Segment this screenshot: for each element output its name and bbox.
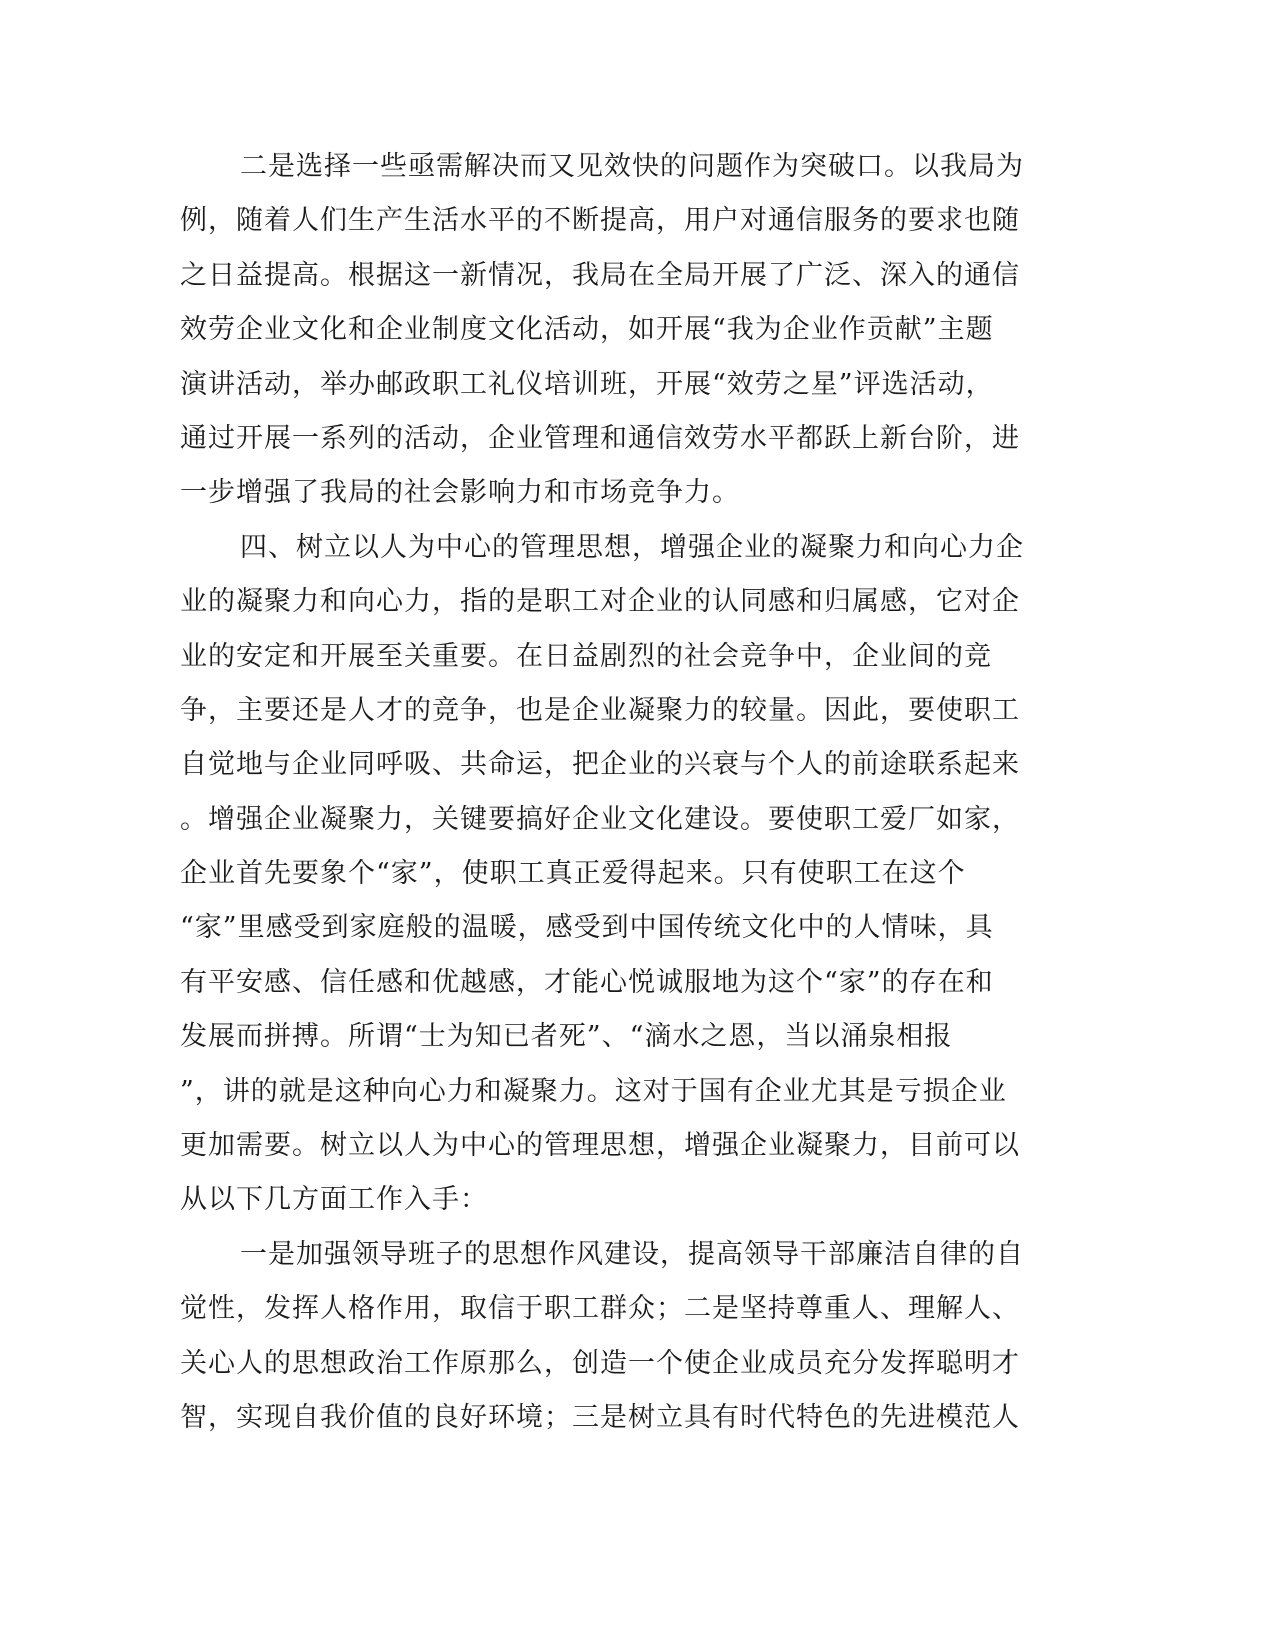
text-line: ”，讲的就是这种向心力和凝聚力。这对于国有企业尤其是亏损企业 (180, 1075, 1007, 1107)
text-line: 通过开展一系列的活动，企业管理和通信效劳水平都跃上新台阶，进 (180, 422, 1020, 454)
text-line: 演讲活动，举办邮政职工礼仪培训班，开展“效劳之星”评选活动， (180, 368, 994, 400)
text-line: 之日益提高。根据这一新情况，我局在全局开展了广泛、深入的通信 (180, 259, 1020, 291)
text-line: 智，实现自我价值的良好环境；三是树立具有时代特色的先进模范人 (180, 1401, 1020, 1433)
text-line: 觉性，发挥人格作用，取信于职工群众；二是坚持尊重人、理解人、 (180, 1293, 1020, 1325)
text-line: 关心人的思想政治工作原那么，创造一个使企业成员充分发挥聪明才 (180, 1347, 1020, 1379)
paragraph-3 (180, 1228, 1045, 1446)
text-line: 有平安感、信任感和优越感，才能心悦诚服地为这个“家”的存在和 (180, 966, 994, 998)
paragraph-1 (180, 140, 1045, 521)
text-line: 效劳企业文化和企业制度文化活动，如开展“我为企业作贡献”主题 (180, 314, 994, 346)
text-line: 一是加强领导班子的思想作风建设，提高领导干部廉洁自律的自 (240, 1238, 1024, 1270)
text-line: 自觉地与企业同呼吸、共命运，把企业的兴衰与个人的前途联系起来 (180, 749, 1020, 781)
text-line: 一步增强了我局的社会影响力和市场竞争力。 (180, 477, 740, 509)
text-line: 争，主要还是人才的竞争，也是企业凝聚力的较量。因此，要使职工 (180, 694, 1020, 726)
text-line: 。增强企业凝聚力，关键要搞好企业文化建设。要使职工爱厂如家， (180, 803, 1020, 835)
text-line: 企业首先要象个“家”，使职工真正爱得起来。只有使职工在这个 (180, 858, 966, 890)
text-line: 从以下几方面工作入手： (180, 1184, 488, 1216)
text-line: 业的安定和开展至关重要。在日益剧烈的社会竞争中，企业间的竞 (180, 640, 992, 672)
text-line: 更加需要。树立以人为中心的管理思想，增强企业凝聚力，目前可以 (180, 1130, 1020, 1162)
document-page (180, 140, 1045, 1445)
text-line: 例，随着人们生产生活水平的不断提高，用户对通信服务的要求也随 (180, 205, 1020, 237)
text-line: “家”里感受到家庭般的温暖，感受到中国传统文化中的人情味，具 (180, 912, 994, 944)
paragraph-2 (180, 521, 1045, 1228)
text-line: 二是选择一些亟需解决而又见效快的问题作为突破口。以我局为 (240, 151, 1024, 182)
text-line: 发展而拼搏。所谓“士为知已者死”、“滴水之恩，当以涌泉相报 (180, 1021, 953, 1053)
text-line: 四、树立以人为中心的管理思想，增强企业的凝聚力和向心力企 (240, 531, 1024, 563)
text-line: 业的凝聚力和向心力，指的是职工对企业的认同感和归属感，它对企 (180, 586, 1020, 618)
